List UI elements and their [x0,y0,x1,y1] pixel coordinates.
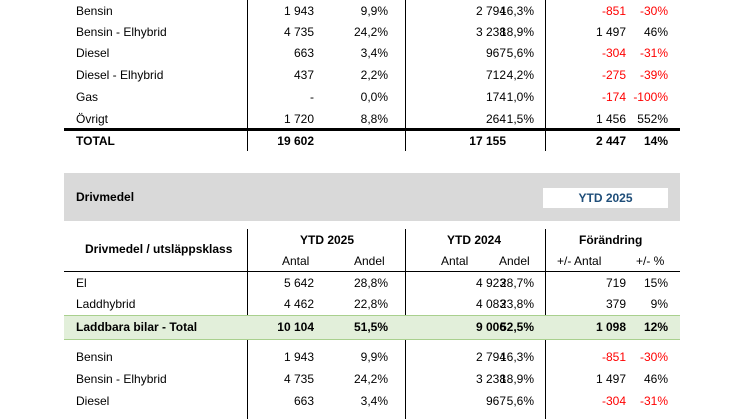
fuel-row [64,368,680,390]
row-label: El [76,276,87,290]
ytd2024-antal: 4 083 [475,297,506,311]
ytd2025-andel: 22,8% [353,297,388,311]
total-ytd2024-antal: 17 155 [469,134,506,148]
diff-antal: 1 497 [595,25,626,39]
ytd2024-antal: 712 [485,68,506,82]
ytd2025-antal: 4 462 [283,297,314,311]
fuel-row [64,390,680,412]
ytd2024-andel: 16,3% [499,350,534,364]
ytd2025-andel: 51,5% [353,320,388,334]
ytd2025-antal: 4 735 [283,372,314,386]
total-diff-pct: 14% [643,134,668,148]
row-label: Bensin [76,350,113,364]
diff-pct: -31% [639,394,668,408]
ytd2025-antal: 1 943 [283,350,314,364]
ytd2025-antal: 10 104 [277,320,314,334]
subheader-antal-2025: Antal [282,254,310,268]
fuel-row [64,272,680,294]
section-title: Drivmedel [76,190,135,204]
diff-antal: 379 [605,297,626,311]
diff-antal: -851 [601,4,626,18]
ytd2025-antal: 5 642 [283,276,314,290]
top-row [64,108,680,130]
ytd2025-andel: 24,2% [353,372,388,386]
diff-pct: 9% [650,297,668,311]
diff-antal: 1 497 [595,372,626,386]
ytd2024-andel: 1,5% [506,112,534,126]
top-row [64,64,680,86]
column-group-ytd2024: YTD 2024 [447,233,502,247]
total-row [64,130,680,152]
total-ytd2025-antal: 19 602 [277,134,314,148]
ytd2025-antal: - [310,90,314,104]
diff-pct: 46% [643,372,668,386]
period-badge: YTD 2025 [543,188,668,208]
ytd2025-antal: 1 943 [283,4,314,18]
ytd2025-antal: 1 720 [283,112,314,126]
row-label: Laddhybrid [76,297,136,311]
row-label: Bensin - Elhybrid [76,25,167,39]
diff-pct: -39% [639,68,668,82]
ytd2024-andel: 5,6% [506,394,534,408]
diff-antal: -174 [601,90,626,104]
row-label: Bensin - Elhybrid [76,372,167,386]
subtotal-label: Laddbara bilar - Total [76,320,198,334]
ytd2025-andel: 3,4% [360,46,388,60]
ytd2024-andel: 23,8% [499,297,534,311]
subheader-andel-2025: Andel [354,254,385,268]
column-header-label: Drivmedel / utsläppsklass [85,242,233,256]
diff-antal: 1 456 [595,112,626,126]
ytd2025-andel: 9,9% [360,350,388,364]
ytd2024-antal: 174 [485,90,506,104]
subheader-diff-antal: +/- Antal [557,254,602,268]
ytd2024-antal: 264 [485,112,506,126]
column-group-ytd2025: YTD 2025 [300,233,355,247]
diff-pct: 15% [643,276,668,290]
diff-antal: 719 [605,276,626,290]
row-label: Gas [76,90,99,104]
subheader-diff-pct: +/- % [636,254,665,268]
ytd2024-antal: 2 794 [475,4,506,18]
diff-pct: -31% [639,46,668,60]
top-row [64,42,680,64]
ytd2024-antal: 3 238 [475,372,506,386]
subheader-antal-2024: Antal [441,254,469,268]
ytd2025-antal: 663 [293,46,314,60]
diff-pct: 12% [643,320,668,334]
ytd2024-antal: 9 006 [475,320,506,334]
ytd2025-andel: 9,9% [360,4,388,18]
diff-antal: -304 [601,46,626,60]
ytd2025-antal: 663 [293,394,314,408]
fuel-row [64,346,680,368]
row-label: Bensin [76,4,113,18]
ytd2024-andel: 52,5% [499,320,534,334]
ytd2024-andel: 1,0% [506,90,534,104]
ytd2025-antal: 4 735 [283,25,314,39]
ytd2024-andel: 18,9% [499,372,534,386]
ytd2024-antal: 3 238 [475,25,506,39]
ytd2024-antal: 967 [485,394,506,408]
diff-pct: 552% [637,112,668,126]
ytd2024-andel: 18,9% [499,25,534,39]
ytd2025-andel: 3,4% [360,394,388,408]
top-row [64,0,680,22]
diff-antal: -275 [601,68,626,82]
ytd2025-andel: 24,2% [353,25,388,39]
row-label: Diesel - Elhybrid [76,68,164,82]
fuel-row [64,293,680,315]
total-label: TOTAL [76,134,115,148]
ytd2025-andel: 8,8% [360,112,388,126]
ytd2025-andel: 28,8% [353,276,388,290]
row-label: Diesel [76,394,110,408]
diff-pct: 46% [643,25,668,39]
ytd2025-andel: 0,0% [360,90,388,104]
ytd2024-antal: 967 [485,46,506,60]
ytd2024-antal: 2 794 [475,350,506,364]
column-group-change: Förändring [579,233,643,247]
diff-pct: -30% [639,4,668,18]
total-diff-antal: 2 447 [595,134,626,148]
ytd2024-andel: 28,7% [499,276,534,290]
diff-pct: -30% [639,350,668,364]
subheader-andel-2024: Andel [499,254,530,268]
ytd2024-andel: 4,2% [506,68,534,82]
ytd2024-andel: 5,6% [506,46,534,60]
diff-antal: 1 098 [595,320,626,334]
top-row [64,21,680,43]
row-label: Övrigt [76,112,109,126]
diff-pct: -100% [633,90,668,104]
diff-antal: -304 [601,394,626,408]
top-row [64,86,680,108]
diff-antal: -851 [601,350,626,364]
row-label: Diesel [76,46,110,60]
ytd2025-andel: 2,2% [360,68,388,82]
ytd2024-andel: 16,3% [499,4,534,18]
ytd2024-antal: 4 923 [475,276,506,290]
ytd2025-antal: 437 [293,68,314,82]
subtotal-row [64,315,680,340]
